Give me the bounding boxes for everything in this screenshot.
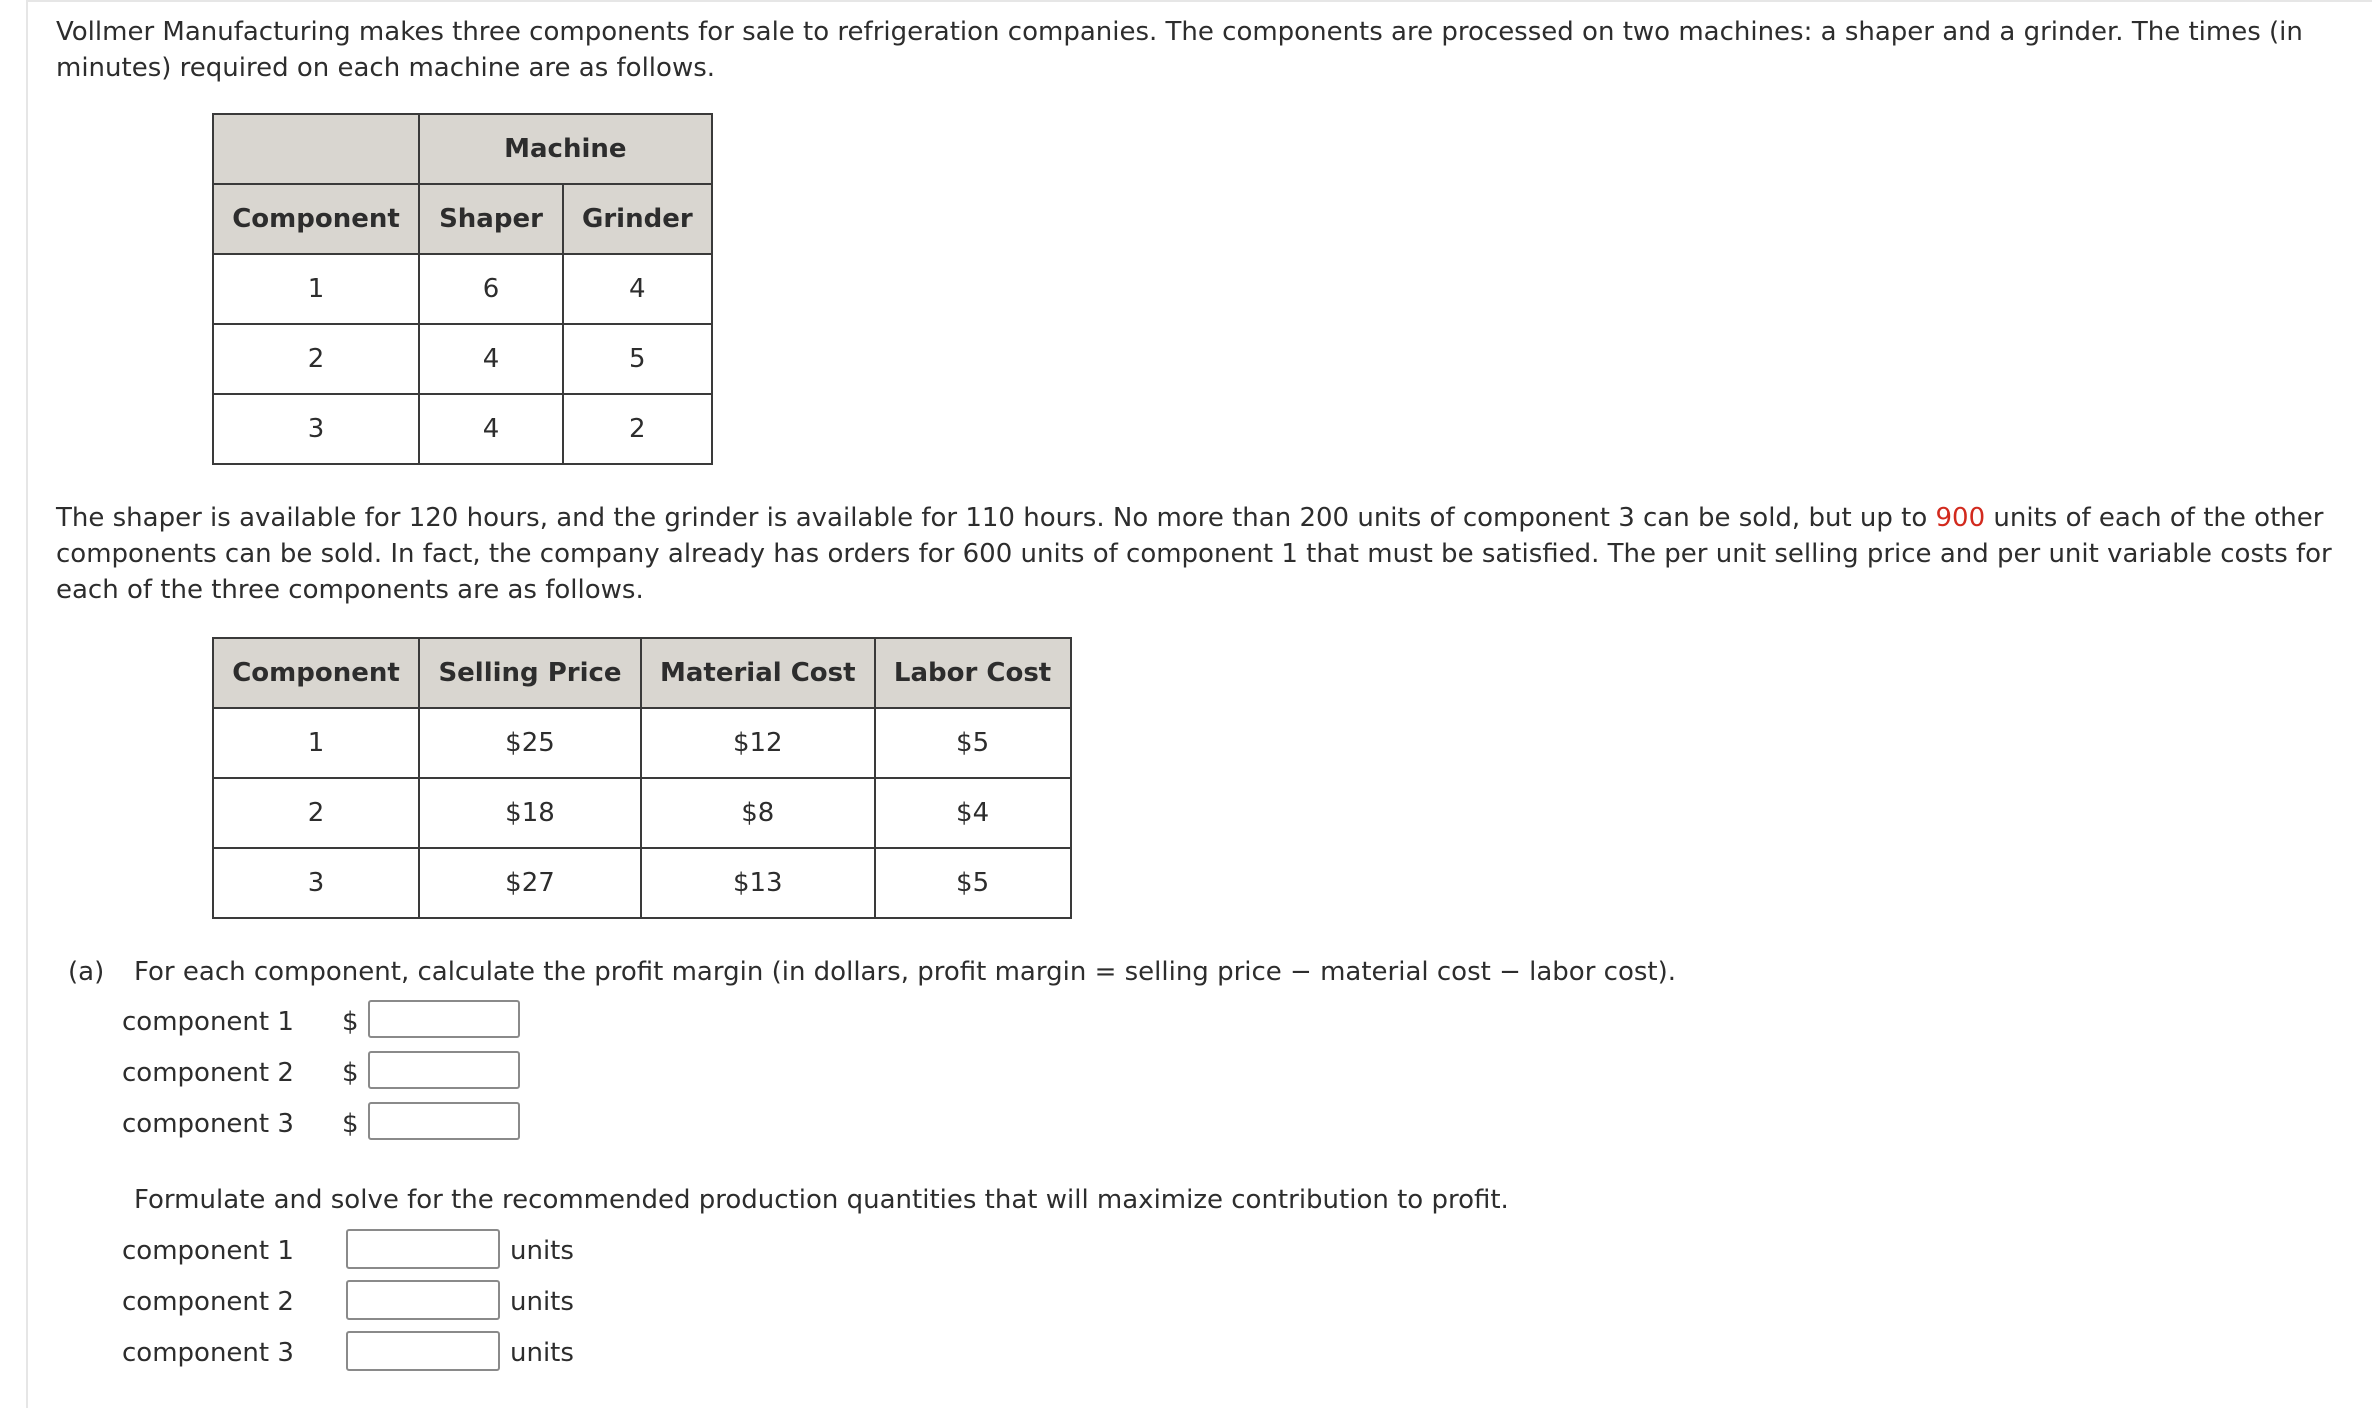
table-cell: 2 bbox=[213, 778, 419, 848]
table-row bbox=[213, 254, 712, 324]
margin-row-label: component 3 bbox=[122, 1109, 294, 1139]
part-a-prompt: For each component, calculate the profit margin (in dollars, profit margin = selling price − material cost − labor cost). bbox=[134, 957, 1677, 987]
currency-symbol: $ bbox=[342, 1058, 359, 1088]
table-header-row bbox=[213, 638, 1071, 708]
table-row bbox=[213, 324, 712, 394]
table-cell: $5 bbox=[875, 708, 1071, 778]
currency-symbol: $ bbox=[342, 1007, 359, 1037]
table-cell: 2 bbox=[213, 324, 419, 394]
empty-header-cell bbox=[213, 114, 419, 184]
quantity-input-component-3[interactable] bbox=[346, 1331, 500, 1371]
quantity-input-component-2[interactable] bbox=[346, 1280, 500, 1320]
table-row bbox=[213, 778, 1071, 848]
table-cell: $12 bbox=[641, 708, 875, 778]
units-label: units bbox=[510, 1338, 574, 1368]
quantity-row-label: component 1 bbox=[122, 1236, 294, 1266]
column-header-material-cost: Material Cost bbox=[641, 638, 875, 708]
margin-input-component-2[interactable] bbox=[368, 1051, 520, 1089]
table-cell: $25 bbox=[419, 708, 641, 778]
solve-prompt: Formulate and solve for the recommended production quantities that will maximize contribution to profit. bbox=[134, 1185, 1509, 1215]
units-label: units bbox=[510, 1287, 574, 1317]
table-cell: $27 bbox=[419, 848, 641, 918]
table-cell: 3 bbox=[213, 394, 419, 464]
table-cell: $18 bbox=[419, 778, 641, 848]
table-header-row bbox=[213, 114, 712, 184]
table-cell: 1 bbox=[213, 708, 419, 778]
top-divider bbox=[26, 0, 2372, 2]
column-header-shaper: Shaper bbox=[419, 184, 563, 254]
margin-input-component-1[interactable] bbox=[368, 1000, 520, 1038]
quantity-row-label: component 3 bbox=[122, 1338, 294, 1368]
table-cell: 4 bbox=[563, 254, 712, 324]
machine-group-header: Machine bbox=[419, 114, 712, 184]
constraints-text-before: The shaper is available for 120 hours, and the grinder is available for 110 hours. No more than 200 units of component 3 can be sold, but up to bbox=[56, 503, 1936, 533]
table-cell: 5 bbox=[563, 324, 712, 394]
table-cell: 4 bbox=[419, 324, 563, 394]
left-divider bbox=[26, 0, 28, 1408]
column-header-component: Component bbox=[213, 184, 419, 254]
constraints-paragraph bbox=[56, 500, 2346, 608]
machine-times-table bbox=[212, 113, 713, 465]
units-label: units bbox=[510, 1236, 574, 1266]
cost-table bbox=[212, 637, 1072, 919]
column-header-component: Component bbox=[213, 638, 419, 708]
constraints-text-after: units of each of the other components can be sold. In fact, the company already has orders for 600 units of component 1 that must be satisfied. The per unit selling price and per unit variable costs for each of the three components are as follows. bbox=[56, 503, 2332, 605]
column-header-labor-cost: Labor Cost bbox=[875, 638, 1071, 708]
margin-input-component-3[interactable] bbox=[368, 1102, 520, 1140]
table-cell: $8 bbox=[641, 778, 875, 848]
part-a-label: (a) bbox=[68, 957, 105, 987]
table-cell: 1 bbox=[213, 254, 419, 324]
table-cell: 3 bbox=[213, 848, 419, 918]
table-cell: 4 bbox=[419, 394, 563, 464]
column-header-grinder: Grinder bbox=[563, 184, 712, 254]
table-row bbox=[213, 708, 1071, 778]
currency-symbol: $ bbox=[342, 1109, 359, 1139]
table-cell: 2 bbox=[563, 394, 712, 464]
table-row bbox=[213, 394, 712, 464]
table-cell: $13 bbox=[641, 848, 875, 918]
margin-row-label: component 1 bbox=[122, 1007, 294, 1037]
highlighted-value: 900 bbox=[1935, 503, 1986, 533]
table-cell: $5 bbox=[875, 848, 1071, 918]
table-cell: $4 bbox=[875, 778, 1071, 848]
intro-paragraph: Vollmer Manufacturing makes three components for sale to refrigeration companies. The components are processed on two machines: a shaper and a grinder. The times (in minutes) required on each machine are as follows. bbox=[56, 17, 2303, 83]
column-header-selling-price: Selling Price bbox=[419, 638, 641, 708]
table-header-row bbox=[213, 184, 712, 254]
margin-row-label: component 2 bbox=[122, 1058, 294, 1088]
quantity-input-component-1[interactable] bbox=[346, 1229, 500, 1269]
table-row bbox=[213, 848, 1071, 918]
table-cell: 6 bbox=[419, 254, 563, 324]
quantity-row-label: component 2 bbox=[122, 1287, 294, 1317]
